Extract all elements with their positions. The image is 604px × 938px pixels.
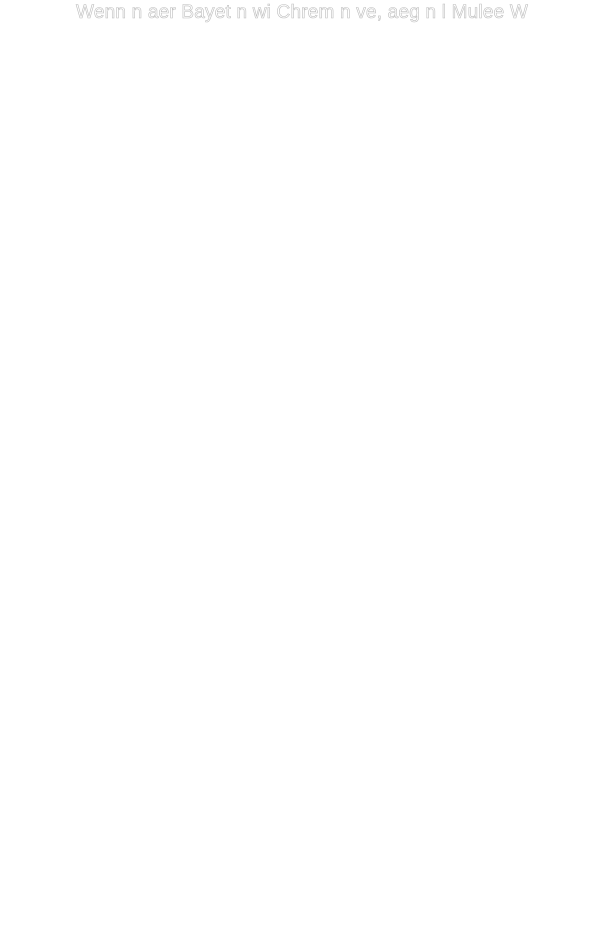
top-caption: Wenn n aer Bayet n wi Chrem n ve, aeg n l Mulee W [76,2,528,23]
blank-content-area [0,30,604,938]
